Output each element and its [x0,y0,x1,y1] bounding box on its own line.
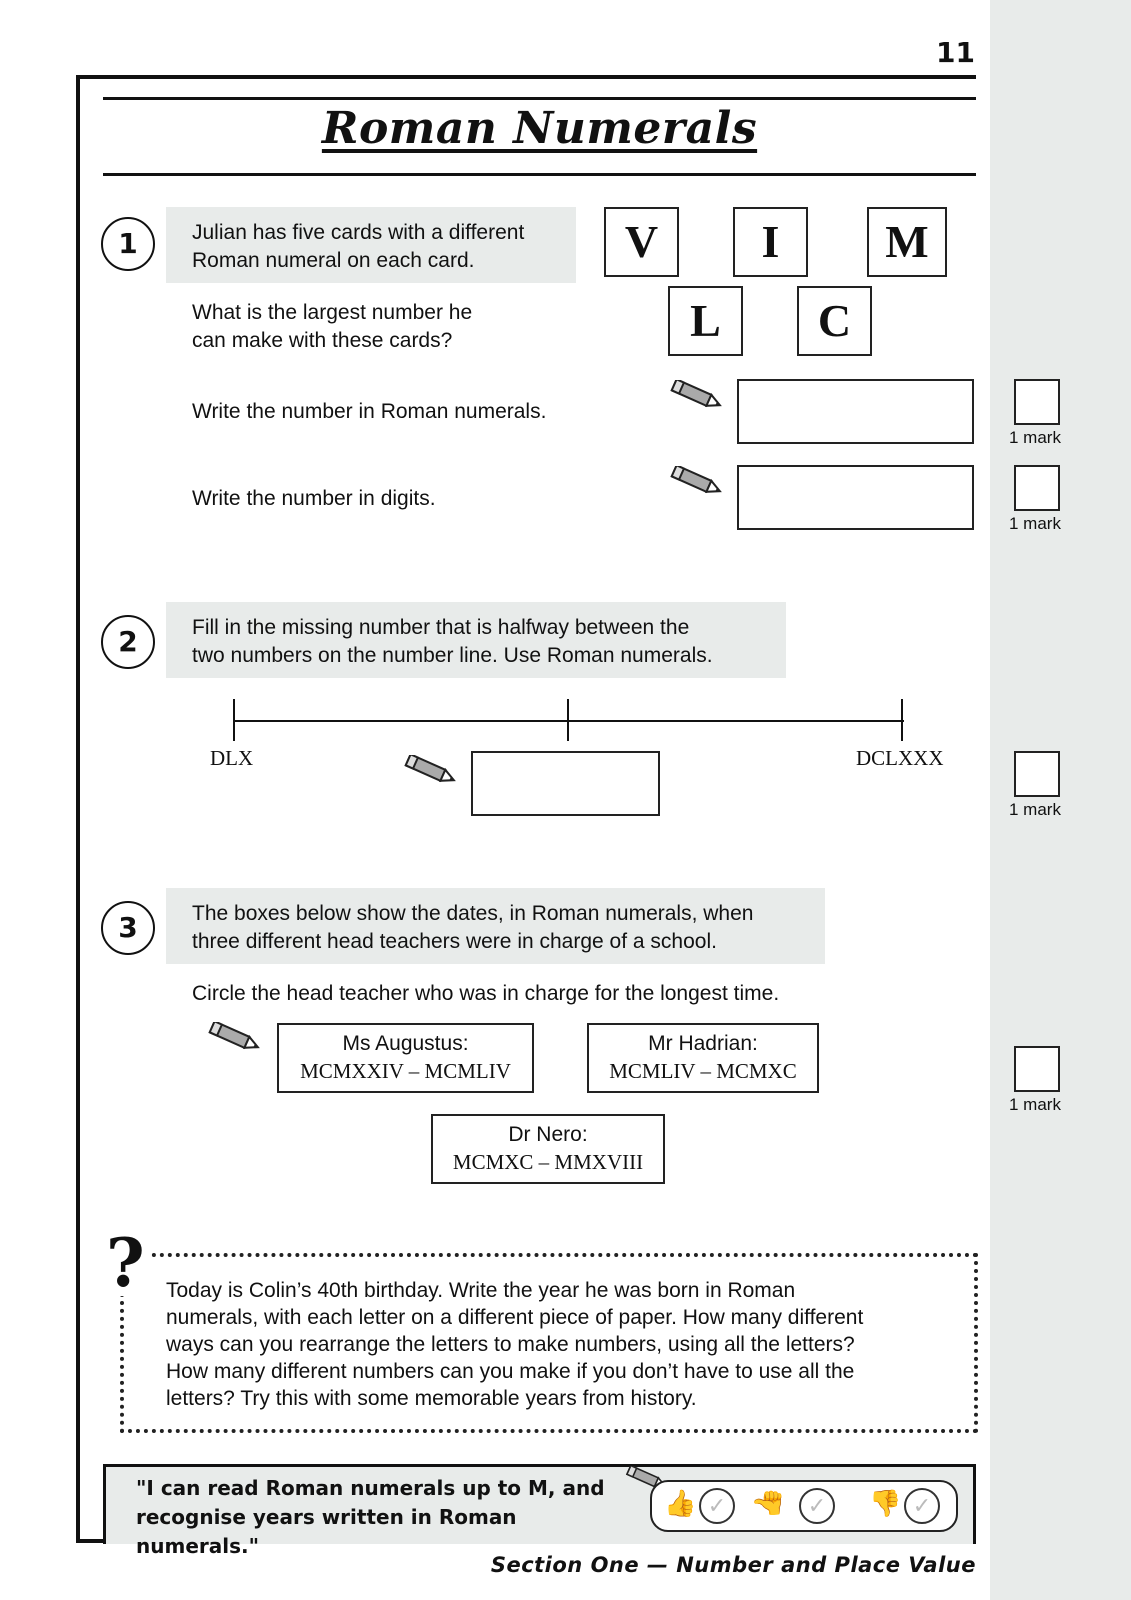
pencil-icon [402,755,460,785]
teacher-box-dr-nero[interactable] [431,1114,665,1184]
mark-box-1b[interactable] [1014,465,1060,511]
rating-tick-thumbs-down[interactable]: ✓ [904,1488,940,1524]
question-3-intro-line: three different head teachers were in charge of a school. [192,930,717,953]
question-1-question-line: can make with these cards? [192,329,453,352]
prompt-digits: Write the number in digits. [192,487,436,510]
question-1-question-line: What is the largest number he [192,301,473,324]
puzzle-text [166,1277,946,1412]
question-2-number: 2 [101,615,155,669]
mark-box-3[interactable] [1014,1046,1060,1092]
pencil-icon [206,1022,264,1052]
self-assessment-statement [136,1474,636,1561]
numeral-card-l: L [668,286,743,356]
teacher-name: Ms Augustus: [342,1032,469,1055]
puzzle-line: numerals, with each letter on a different piece of paper. How many different [166,1306,864,1329]
pencil-icon [668,380,726,410]
number-line-left-label: DLX [210,746,254,770]
puzzle-line: How many different numbers can you make if you don’t have to use all the [166,1360,855,1383]
question-3-intro-line: The boxes below show the dates, in Roman numerals, when [192,902,754,925]
number-line [225,696,915,746]
numeral-card-v: V [604,207,679,277]
teacher-dates: MCMLIV – MCMXC [609,1059,797,1083]
title-rule-top [103,97,976,100]
statement-line: "I can read Roman numerals up to M, and [136,1476,605,1500]
thumbs-sideways-icon: 👍 [752,1487,783,1520]
numeral-card-c: C [797,286,872,356]
teacher-dates: MCMXC – MMXVIII [452,1150,644,1174]
question-1-intro [166,207,576,283]
question-3-instruction: Circle the head teacher who was in charge for the longest time. [192,982,780,1005]
puzzle-line: Today is Colin’s 40th birthday. Write the year he was born in Roman [166,1279,796,1302]
rating-tick-thumbs-sideways[interactable]: ✓ [799,1488,835,1524]
question-3-intro [166,888,825,964]
page-number: 11 [936,36,975,69]
teacher-dates: MCMXXIV – MCMLIV [300,1059,511,1083]
statement-line: recognise years written in Roman numerals." [136,1505,517,1558]
question-mark-icon: ? [102,1230,149,1296]
prompt-roman-numerals: Write the number in Roman numerals. [192,400,547,423]
numeral-card-m: M [867,207,947,277]
numeral-card-i: I [733,207,808,277]
title-rule-bottom [103,173,976,176]
question-2-intro-line: two numbers on the number line. Use Roman numerals. [192,644,713,667]
question-1-question [192,299,612,355]
answer-box-roman[interactable] [737,379,974,444]
mark-box-1a[interactable] [1014,379,1060,425]
mark-box-2[interactable] [1014,751,1060,797]
teacher-box-mr-hadrian[interactable] [587,1023,819,1093]
answer-box-halfway[interactable] [471,751,660,816]
question-1-number: 1 [101,217,155,271]
number-line-right-label: DCLXXX [856,746,944,770]
question-1-intro-line: Roman numeral on each card. [192,249,475,272]
mark-label: 1 mark [1009,800,1061,819]
section-footer: Section One — Number and Place Value [490,1553,976,1577]
page-title: Roman Numerals [321,103,758,154]
pencil-icon [668,466,726,496]
mark-label: 1 mark [1009,514,1061,533]
teacher-name: Mr Hadrian: [648,1032,758,1055]
thumbs-down-icon: 👎 [869,1488,902,1518]
teacher-name: Dr Nero: [508,1123,588,1146]
frame-top [76,75,976,79]
question-2-intro [166,602,786,678]
rating-tick-thumbs-up[interactable]: ✓ [699,1488,735,1524]
question-3-number: 3 [101,901,155,955]
teacher-box-ms-augustus[interactable] [277,1023,534,1093]
puzzle-line: ways can you rearrange the letters to make numbers, using all the letters? [166,1333,855,1356]
puzzle-line: letters? Try this with some memorable years from history. [166,1387,697,1410]
answer-box-digits[interactable] [737,465,974,530]
question-1-intro-line: Julian has five cards with a different [192,221,525,244]
mark-label: 1 mark [1009,428,1061,447]
mark-label: 1 mark [1009,1095,1061,1114]
question-2-intro-line: Fill in the missing number that is halfway between the [192,616,690,639]
thumbs-up-icon: 👍 [664,1488,697,1518]
frame-left [76,75,80,1543]
